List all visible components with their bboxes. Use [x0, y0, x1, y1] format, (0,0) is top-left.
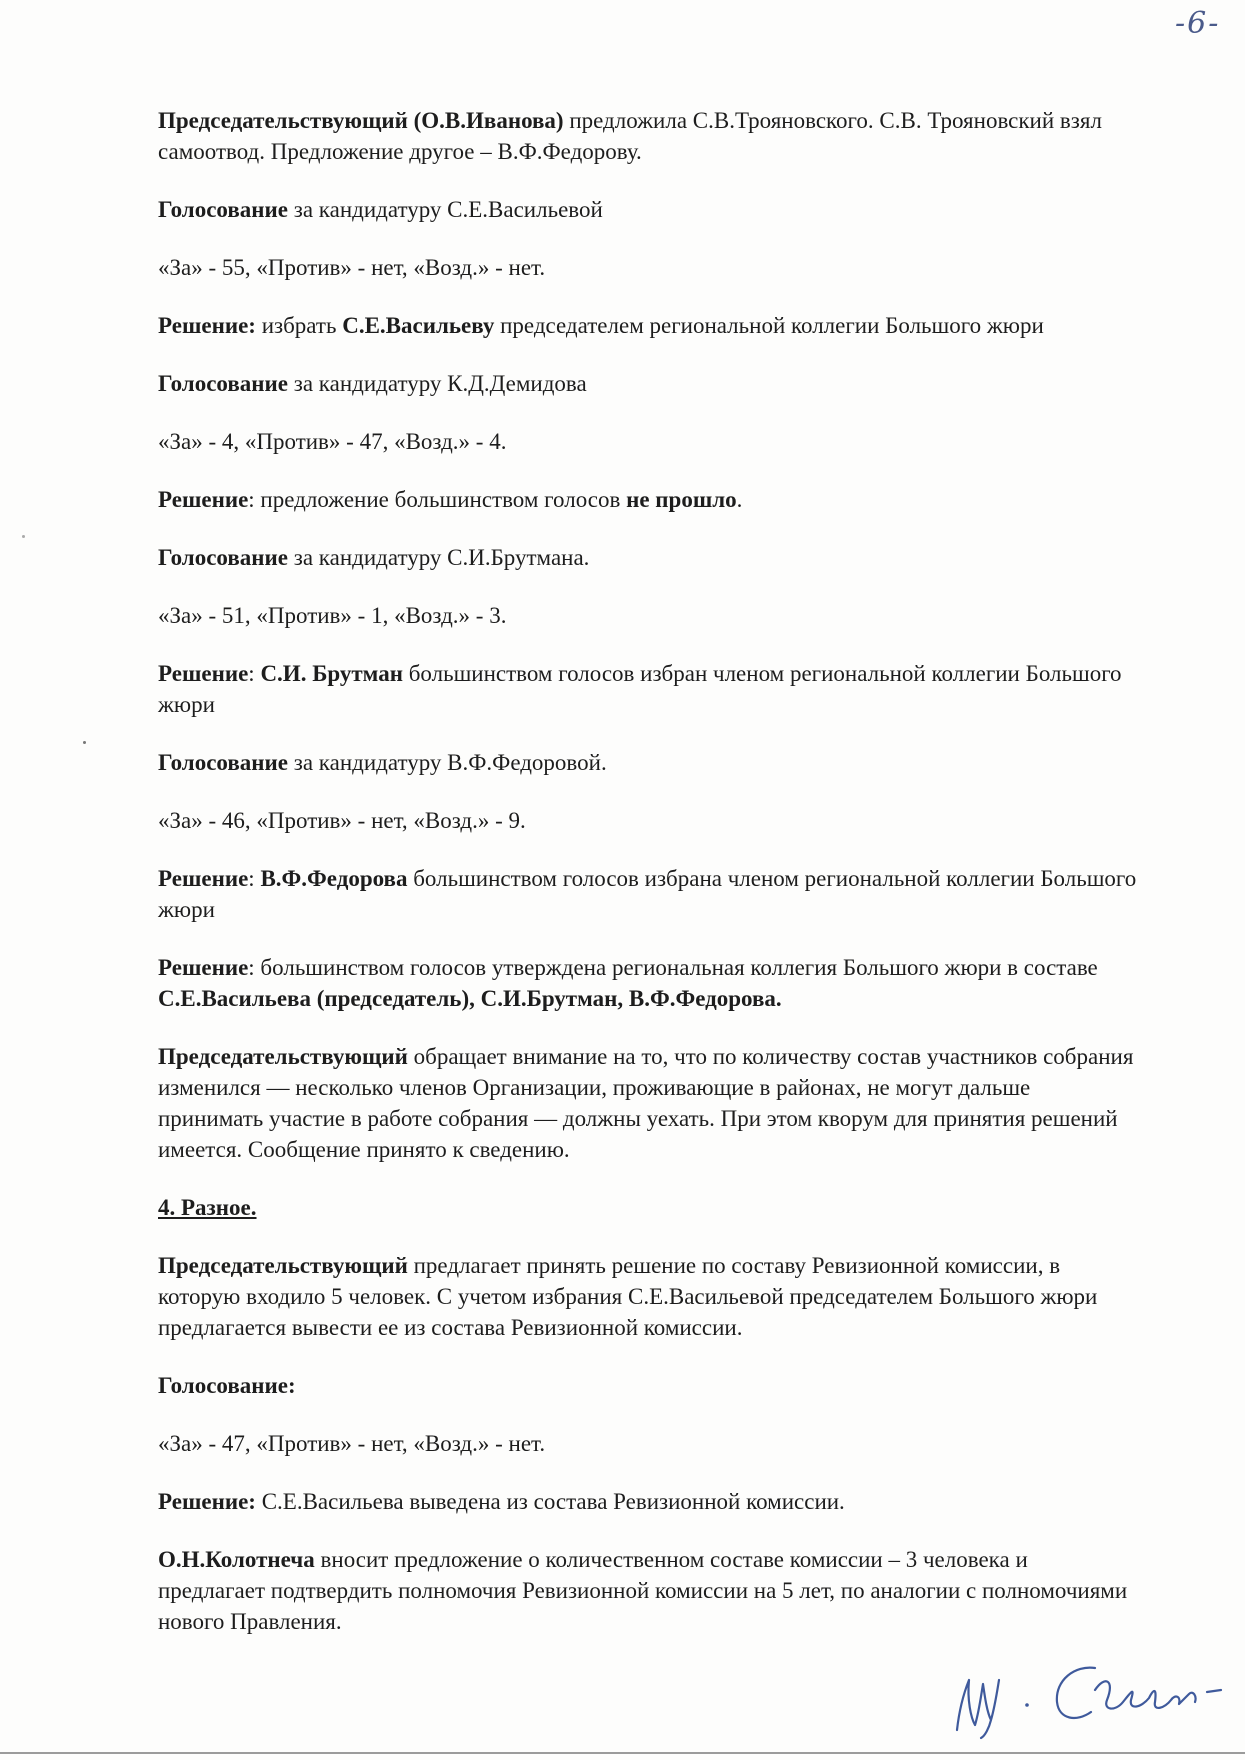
paragraph: [158, 658, 1138, 720]
paragraph: [158, 1486, 1138, 1517]
signature-one: [957, 1680, 999, 1738]
text-run: за кандидатуру С.Е.Васильевой: [287, 197, 603, 222]
text-run: : предложение большинством голосов: [248, 487, 627, 512]
paragraph: [158, 1370, 1138, 1401]
page-number: -6-: [1175, 6, 1221, 41]
text-run: большинством голосов избран членом региональной коллегии Большого жюри: [158, 661, 1122, 717]
paragraph: [158, 1192, 1138, 1223]
document-body: [158, 105, 1138, 1637]
text-run: .: [736, 487, 743, 512]
text-run: «За» - 51, «Против» - 1, «Возд.» - 3.: [158, 603, 507, 628]
bold-text: Голосование: [158, 545, 288, 570]
paragraph: [158, 863, 1138, 925]
section-heading: 4. Разное.: [158, 1195, 257, 1220]
bold-text: С.И. Брутман: [260, 661, 403, 686]
paragraph: [158, 600, 1138, 631]
bold-text: Решение: [158, 866, 249, 891]
text-run: за кандидатуру В.Ф.Федоровой.: [287, 750, 607, 775]
text-run: предлагает принять решение по составу Ревизионной комиссии, в которую входило 5 человек. С учетом избрания С.Е.Васильевой председателем Большого жюри предлагается вывести ее из состава Ревизионной комиссии.: [158, 1253, 1098, 1340]
paragraph: [158, 194, 1138, 225]
text-run: «За» - 4, «Против» - 47, «Возд.» - 4.: [158, 429, 507, 454]
paragraph: [158, 1544, 1138, 1637]
paragraph: [158, 542, 1138, 573]
text-run: С.Е.Васильева выведена из состава Ревизионной комиссии.: [255, 1489, 845, 1514]
text-run: :: [248, 866, 261, 891]
paragraph: [158, 1041, 1138, 1165]
signature-two: [1057, 1668, 1196, 1718]
scan-speck: [22, 535, 25, 538]
bold-text: Голосование: [158, 750, 288, 775]
bold-text: не прошло: [626, 487, 737, 512]
scan-edge-line: [0, 1752, 1245, 1754]
bold-text: В.Ф.Федорова: [260, 866, 408, 891]
paragraph: [158, 310, 1138, 341]
paragraph: [158, 1428, 1138, 1459]
signature-dot: [1025, 1703, 1029, 1707]
handwritten-signatures: [945, 1650, 1235, 1740]
bold-text: Решение: [158, 955, 249, 980]
bold-text: Решение: [158, 487, 249, 512]
text-run: большинством голосов избрана членом региональной коллегии Большого жюри: [158, 866, 1137, 922]
paragraph: [158, 368, 1138, 399]
bold-text: С.Е.Васильеву: [342, 313, 495, 338]
paragraph: [158, 484, 1138, 515]
bold-text: Председательствующий (О.В.Иванова): [158, 108, 564, 133]
paragraph: [158, 426, 1138, 457]
text-run: предложила С.В.Трояновского. С.В. Трояновский взял самоотвод. Предложение другое – В.Ф.Федорову.: [158, 108, 1102, 164]
paragraph: [158, 1250, 1138, 1343]
text-run: за кандидатуру С.И.Брутмана.: [287, 545, 590, 570]
bold-text: Голосование:: [158, 1373, 296, 1398]
paragraph: [158, 252, 1138, 283]
scan-speck: [83, 741, 86, 744]
paragraph: [158, 105, 1138, 167]
text-run: «За» - 55, «Против» - нет, «Возд.» - нет.: [158, 255, 546, 280]
bold-text: Решение: [158, 661, 249, 686]
text-run: за кандидатуру К.Д.Демидова: [287, 371, 587, 396]
text-run: избрать: [255, 313, 343, 338]
text-run: «За» - 47, «Против» - нет, «Возд.» - нет.: [158, 1431, 546, 1456]
bold-text: С.Е.Васильева (председатель), С.И.Брутман, В.Ф.Федорова.: [158, 986, 782, 1011]
text-run: : большинством голосов утверждена региональная коллегия Большого жюри в составе: [248, 955, 1098, 980]
paragraph: [158, 747, 1138, 778]
paragraph: [158, 952, 1138, 1014]
bold-text: О.Н.Колотнеча: [158, 1547, 315, 1572]
text-run: :: [248, 661, 261, 686]
text-run: обращает внимание на то, что по количеству состав участников собрания изменился — несколько членов Организации, проживающие в районах, не могут дальше принимать участие в работе собрания — должны уехать. При этом кворум для принятия решений имеется. Сообщение принято к сведению.: [158, 1044, 1134, 1162]
bold-text: Решение:: [158, 313, 256, 338]
bold-text: Председательствующий: [158, 1044, 408, 1069]
paragraph: [158, 805, 1138, 836]
bold-text: Голосование: [158, 371, 288, 396]
text-run: председателем региональной коллегии Большого жюри: [494, 313, 1044, 338]
bold-text: Председательствующий: [158, 1253, 408, 1278]
bold-text: Решение:: [158, 1489, 256, 1514]
text-run: вносит предложение о количественном составе комиссии – 3 человека и предлагает подтвердить полномочия Ревизионной комиссии на 5 лет, по аналогии с полномочиями нового Правления.: [158, 1547, 1128, 1634]
text-run: «За» - 46, «Против» - нет, «Возд.» - 9.: [158, 808, 526, 833]
bold-text: Голосование: [158, 197, 288, 222]
